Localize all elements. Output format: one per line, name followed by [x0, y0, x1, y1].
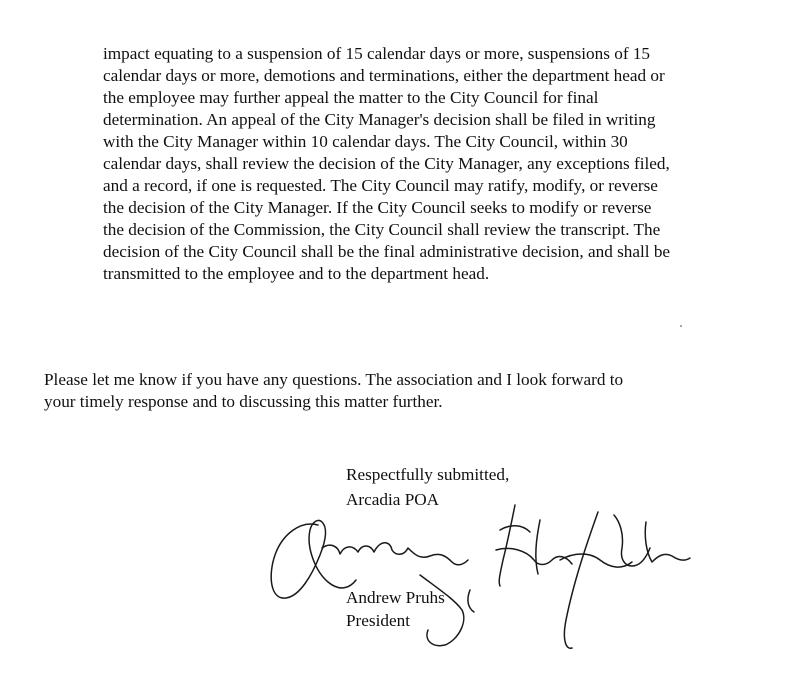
paragraph-line: calendar days, shall review the decision of the City Manager, any exceptions filed, — [103, 154, 670, 173]
scan-speck — [680, 325, 682, 327]
paragraph-line: Please let me know if you have any questions. The association and I look forward to — [44, 370, 624, 389]
quoted-policy-paragraph — [103, 43, 670, 285]
signer-name: Andrew Pruhs — [346, 588, 445, 607]
paragraph-line: calendar days or more, demotions and terminations, either the department head or — [103, 66, 665, 85]
signer-title: President — [346, 611, 410, 630]
paragraph-line: the employee may further appeal the matter to the City Council for final — [103, 88, 599, 107]
paragraph-line: decision of the City Council shall be the final administrative decision, and shall be — [103, 242, 671, 261]
paragraph-line: impact equating to a suspension of 15 calendar days or more, suspensions of 15 — [103, 44, 651, 63]
closing-paragraph — [44, 369, 623, 413]
paragraph-line: determination. An appeal of the City Manager's decision shall be filed in writing — [103, 110, 656, 129]
signoff-salutation: Respectfully submitted, — [346, 465, 510, 484]
signoff-organization: Arcadia POA — [346, 490, 440, 509]
paragraph-line: the decision of the City Manager. If the City Council seeks to modify or reverse — [103, 198, 652, 217]
paragraph-line: with the City Manager within 10 calendar days. The City Council, within 30 — [103, 132, 628, 151]
paragraph-line: transmitted to the employee and to the department head. — [103, 264, 490, 283]
paragraph-line: and a record, if one is requested. The City Council may ratify, modify, or reverse — [103, 176, 658, 195]
paragraph-line: your timely response and to discussing this matter further. — [44, 392, 443, 411]
paragraph-line: the decision of the Commission, the City Council shall review the transcript. The — [103, 220, 661, 239]
